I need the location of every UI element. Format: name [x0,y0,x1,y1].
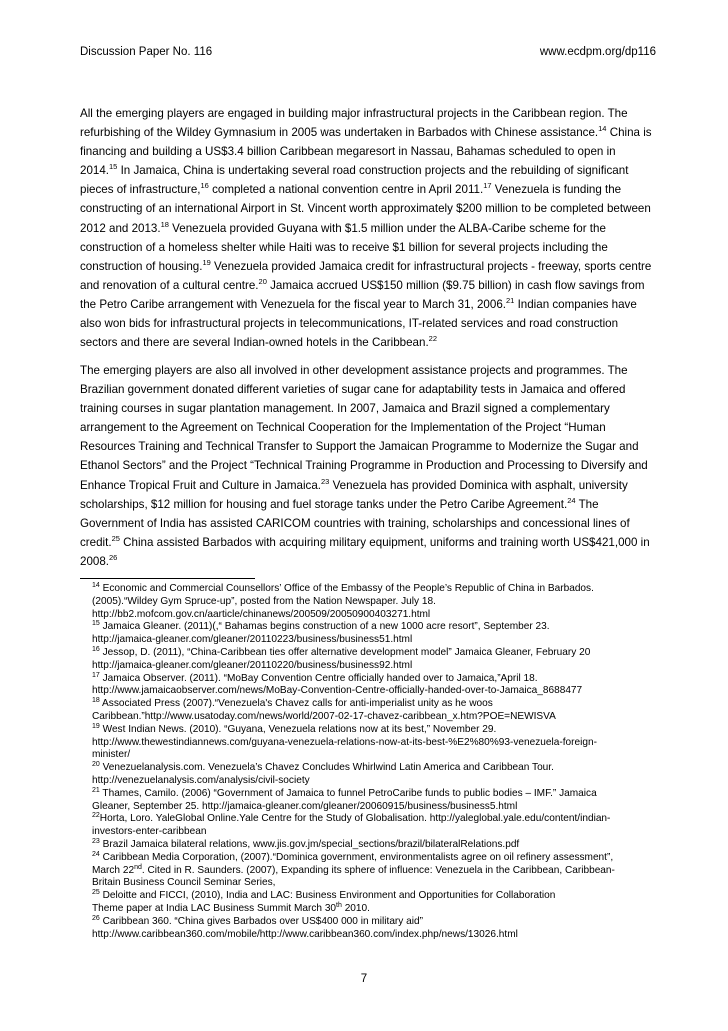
footnote-link[interactable]: http://jamaica-gleaner.com/gleaner/20110223/business/business51.html [92,634,413,646]
footnote-link[interactable]: minister/ [92,749,131,761]
footnote-number: 21 [92,786,100,794]
footnote-ref[interactable]: 19 [202,257,211,267]
footnote-link[interactable]: http://bb2.mofcom.gov.cn/aarticle/chinanews/200509/20050900403271.html [92,608,431,620]
text: March 22 [92,864,135,876]
text: Venezuela has provided Dominica with asphalt, university scholarships, $12 million for housing and fuel storage tanks under the Petro Caribe Agreement. [80,478,628,511]
footnote-ref[interactable]: 25 [111,533,120,543]
ordinal-suffix: nd [134,863,142,871]
footnote-ref[interactable]: 23 [321,476,330,486]
footnote-number: 24 [92,850,100,858]
text: Venezuela provided Jamaica credit for infrastructural projects - freeway, sports centre and renovation of a cultural centre. [80,259,652,292]
footnote-ref[interactable]: 16 [200,181,209,191]
text: West Indian News. (2010). “Guyana, Venezuela relations now at its best,” November 29. [99,723,497,735]
footnote-line [92,647,672,660]
text: China assisted Barbados with acquiring military equipment, uniforms and training worth US$421,000 in 2008. [80,535,650,568]
footnote-link[interactable]: http://www.caribbean360.com/mobile/http://www.caribbean360.com/index.php/news/13026.html [92,928,518,940]
footnote-line: Gleaner, September 25. http://jamaica-gleaner.com/gleaner/20060915/business/business5.html [92,800,518,812]
footnote-line [92,865,672,878]
text: Indian companies have also won bids for infrastructural projects in telecommunications, IT-related services and road construction sectors and there are several Indian-owned hotels in the Caribbean. [80,297,637,350]
text: Thames, Camilo. (2006) “Government of Jamaica to funnel PetroCaribe funds to public bodies – IMF.” Jamaica [99,787,597,799]
footnote-ref[interactable]: 20 [258,276,267,286]
text: The Government of India has assisted CARICOM countries with training, scholarships and concessional lines of credit. [80,497,630,549]
text: Venezuela provided Guyana with $1.5 million under the ALBA-Caribe scheme for the construction of a homeless shelter while Haiti was to receive $1 billion for several projects including the construction of housing. [80,221,608,273]
ordinal-suffix: th [336,901,342,909]
text: Jamaica accrued US$150 million ($9.75 billion) in cash flow savings from the Petro Caribe arrangement with Venezuela for the fiscal year to March 31, 2006. [80,278,645,311]
footnote-number: 23 [92,837,100,845]
footnote-link[interactable]: http://www.thewestindiannews.com/guyana-venezuela-relations-now-at-its-best-%E2%80%93-venezuela-foreign- [92,736,597,748]
footnote-number: 22 [92,812,100,820]
text: Caribbean 360. “China gives Barbados over US$400 000 in military aid” [99,915,423,927]
footnote-number: 17 [92,671,100,679]
footnote-line [92,813,672,826]
footnote-number: 15 [92,620,100,628]
footnote-ref[interactable]: 14 [598,124,607,134]
text: China is financing and building a US$3.4 billion Caribbean megaresort in Nassau, Bahamas scheduled to open in 2014. [80,126,652,178]
text: completed a national convention centre in April 2011. [208,183,484,197]
footnote-number: 19 [92,722,100,730]
text: In Jamaica, China is undertaking several road construction projects and the rebuilding of significant pieces of infrastructure, [80,164,629,197]
footnote-link[interactable]: http://www.jamaicaobserver.com/news/MoBay-Convention-Centre-officially-handed-over-to-Jamaica_8688477 [92,685,583,697]
footnote-ref[interactable]: 22 [428,334,438,344]
paragraph-development-assistance [80,361,656,571]
footnote-line [92,762,672,775]
paragraph-infrastructure [80,104,656,352]
text: Brazil Jamaica bilateral relations, www.jis.gov.jm/special_sections/brazil/bilateralRelations.pdf [99,838,520,850]
text: Associated Press (2007).“Venezuela's Chavez calls for anti-imperialist unity as he woos [99,698,493,710]
footnote-link[interactable]: Caribbean.”http://www.usatoday.com/news/world/2007-02-17-chavez-caribbean_x.htm?POE=NEWISVA [92,710,556,722]
text: Venezuela is funding the constructing of an international Airport in St. Vincent worth approximately $200 million to be completed between 2012 and 2013. [80,183,651,235]
footnote-separator [80,578,255,579]
footnote-ref[interactable]: 26 [109,552,118,562]
footnote-line: Britain Business Council Seminar Series, [92,877,276,889]
footnote-ref[interactable]: 18 [160,219,169,229]
text: . Cited in R. Saunders. (2007), Expanding its sphere of influence: Venezuela in the Caribbean, Caribbean- [141,864,615,876]
text: The emerging players are also all involved in other development assistance projects and programmes. The Brazilian government donated different varieties of sugar cane for adaptability tests in Jamaica and offered training courses in sugar plantation management. In 2007, Jamaica and Brazil signed a complementary arrangement to the Agreement on Technical Cooperation for the Implementation of the Project “Human Resources Training and Technical Transfer to Support the Jamaican Programme to Modernize the Sugar and Ethanol Sectors” and the Project “Technical Training Programme in Production and Processing to Diversify and Enhance Tropical Fruit and Culture in Jamaica. [80,364,648,492]
text: Deloitte and FICCI, (2010), India and LAC: Business Environment and Opportunities for Collaboration [99,890,556,902]
footnote-number: 20 [92,761,100,769]
footnote-line [92,788,672,801]
text: Jamaica Gleaner. (2011)(,“ Bahamas begins construction of a new 1000 acre resort”, September 23. [99,621,550,633]
footnote-link[interactable]: http://jamaica-gleaner.com/gleaner/20110220/business/business92.html [92,659,413,671]
page-number: 7 [360,973,368,985]
footnote-ref[interactable]: 17 [483,181,492,191]
footnote-ref[interactable]: 24 [567,495,576,505]
text: Jessop, D. (2011), “China-Caribbean ties offer alternative development model” Jamaica Gleaner, February 20 [99,646,591,658]
footnote-ref[interactable]: 15 [109,162,118,172]
footnote-number: 18 [92,697,100,705]
footnote-link[interactable]: http://venezuelanalysis.com/analysis/civil-society [92,774,310,786]
footnotes [92,583,672,941]
footnote-line [92,621,672,634]
footnote-line [92,916,672,929]
footnote-line [92,698,672,711]
text: Jamaica Observer. (2011). “MoBay Convention Centre officially handed over to Jamaica,”April 18. [99,672,538,684]
text: 2010. [341,902,370,914]
footnote-link[interactable]: investors-enter-caribbean [92,826,207,838]
footnote-line: (2005).“Wildey Gym Spruce-up”, posted from the Nation Newspaper. July 18. [92,595,436,607]
text: Economic and Commercial Counsellors’ Office of the Embassy of the People’s Republic of China in Barbados. [99,583,594,594]
header-paper-number: Discussion Paper No. 116 [80,46,213,58]
text: Theme paper at India LAC Business Summit March 30 [92,902,337,914]
footnote-line [92,852,672,865]
text: Horta, Loro. YaleGlobal Online.Yale Centre for the Study of Globalisation. http://yaleglobal.yale.edu/content/indian- [99,813,611,825]
footnote-line [92,903,672,916]
header-url: www.ecdpm.org/dp116 [539,46,656,58]
footnote-ref[interactable]: 21 [506,295,515,305]
text: All the emerging players are engaged in building major infrastructural projects in the Caribbean region. The refurbishing of the Wildey Gymnasium in 2005 was undertaken in Barbados with Chinese assistance. [80,107,628,140]
footnote-line [92,839,672,852]
footnote-number: 14 [92,582,100,589]
footnote-line [92,890,672,903]
footnote-number: 26 [92,914,100,922]
footnote-line [92,583,672,596]
footnote-line [92,673,672,686]
footnote-number: 16 [92,645,100,653]
text: Caribbean Media Corporation, (2007).“Dominica government, environmentalists agree on oil refinery assessment”, [99,851,614,863]
footnote-number: 25 [92,889,100,897]
footnote-line [92,724,672,737]
text: Venezuelanalysis.com. Venezuela’s Chavez Concludes Whirlwind Latin America and Caribbean Tour. [99,762,554,774]
